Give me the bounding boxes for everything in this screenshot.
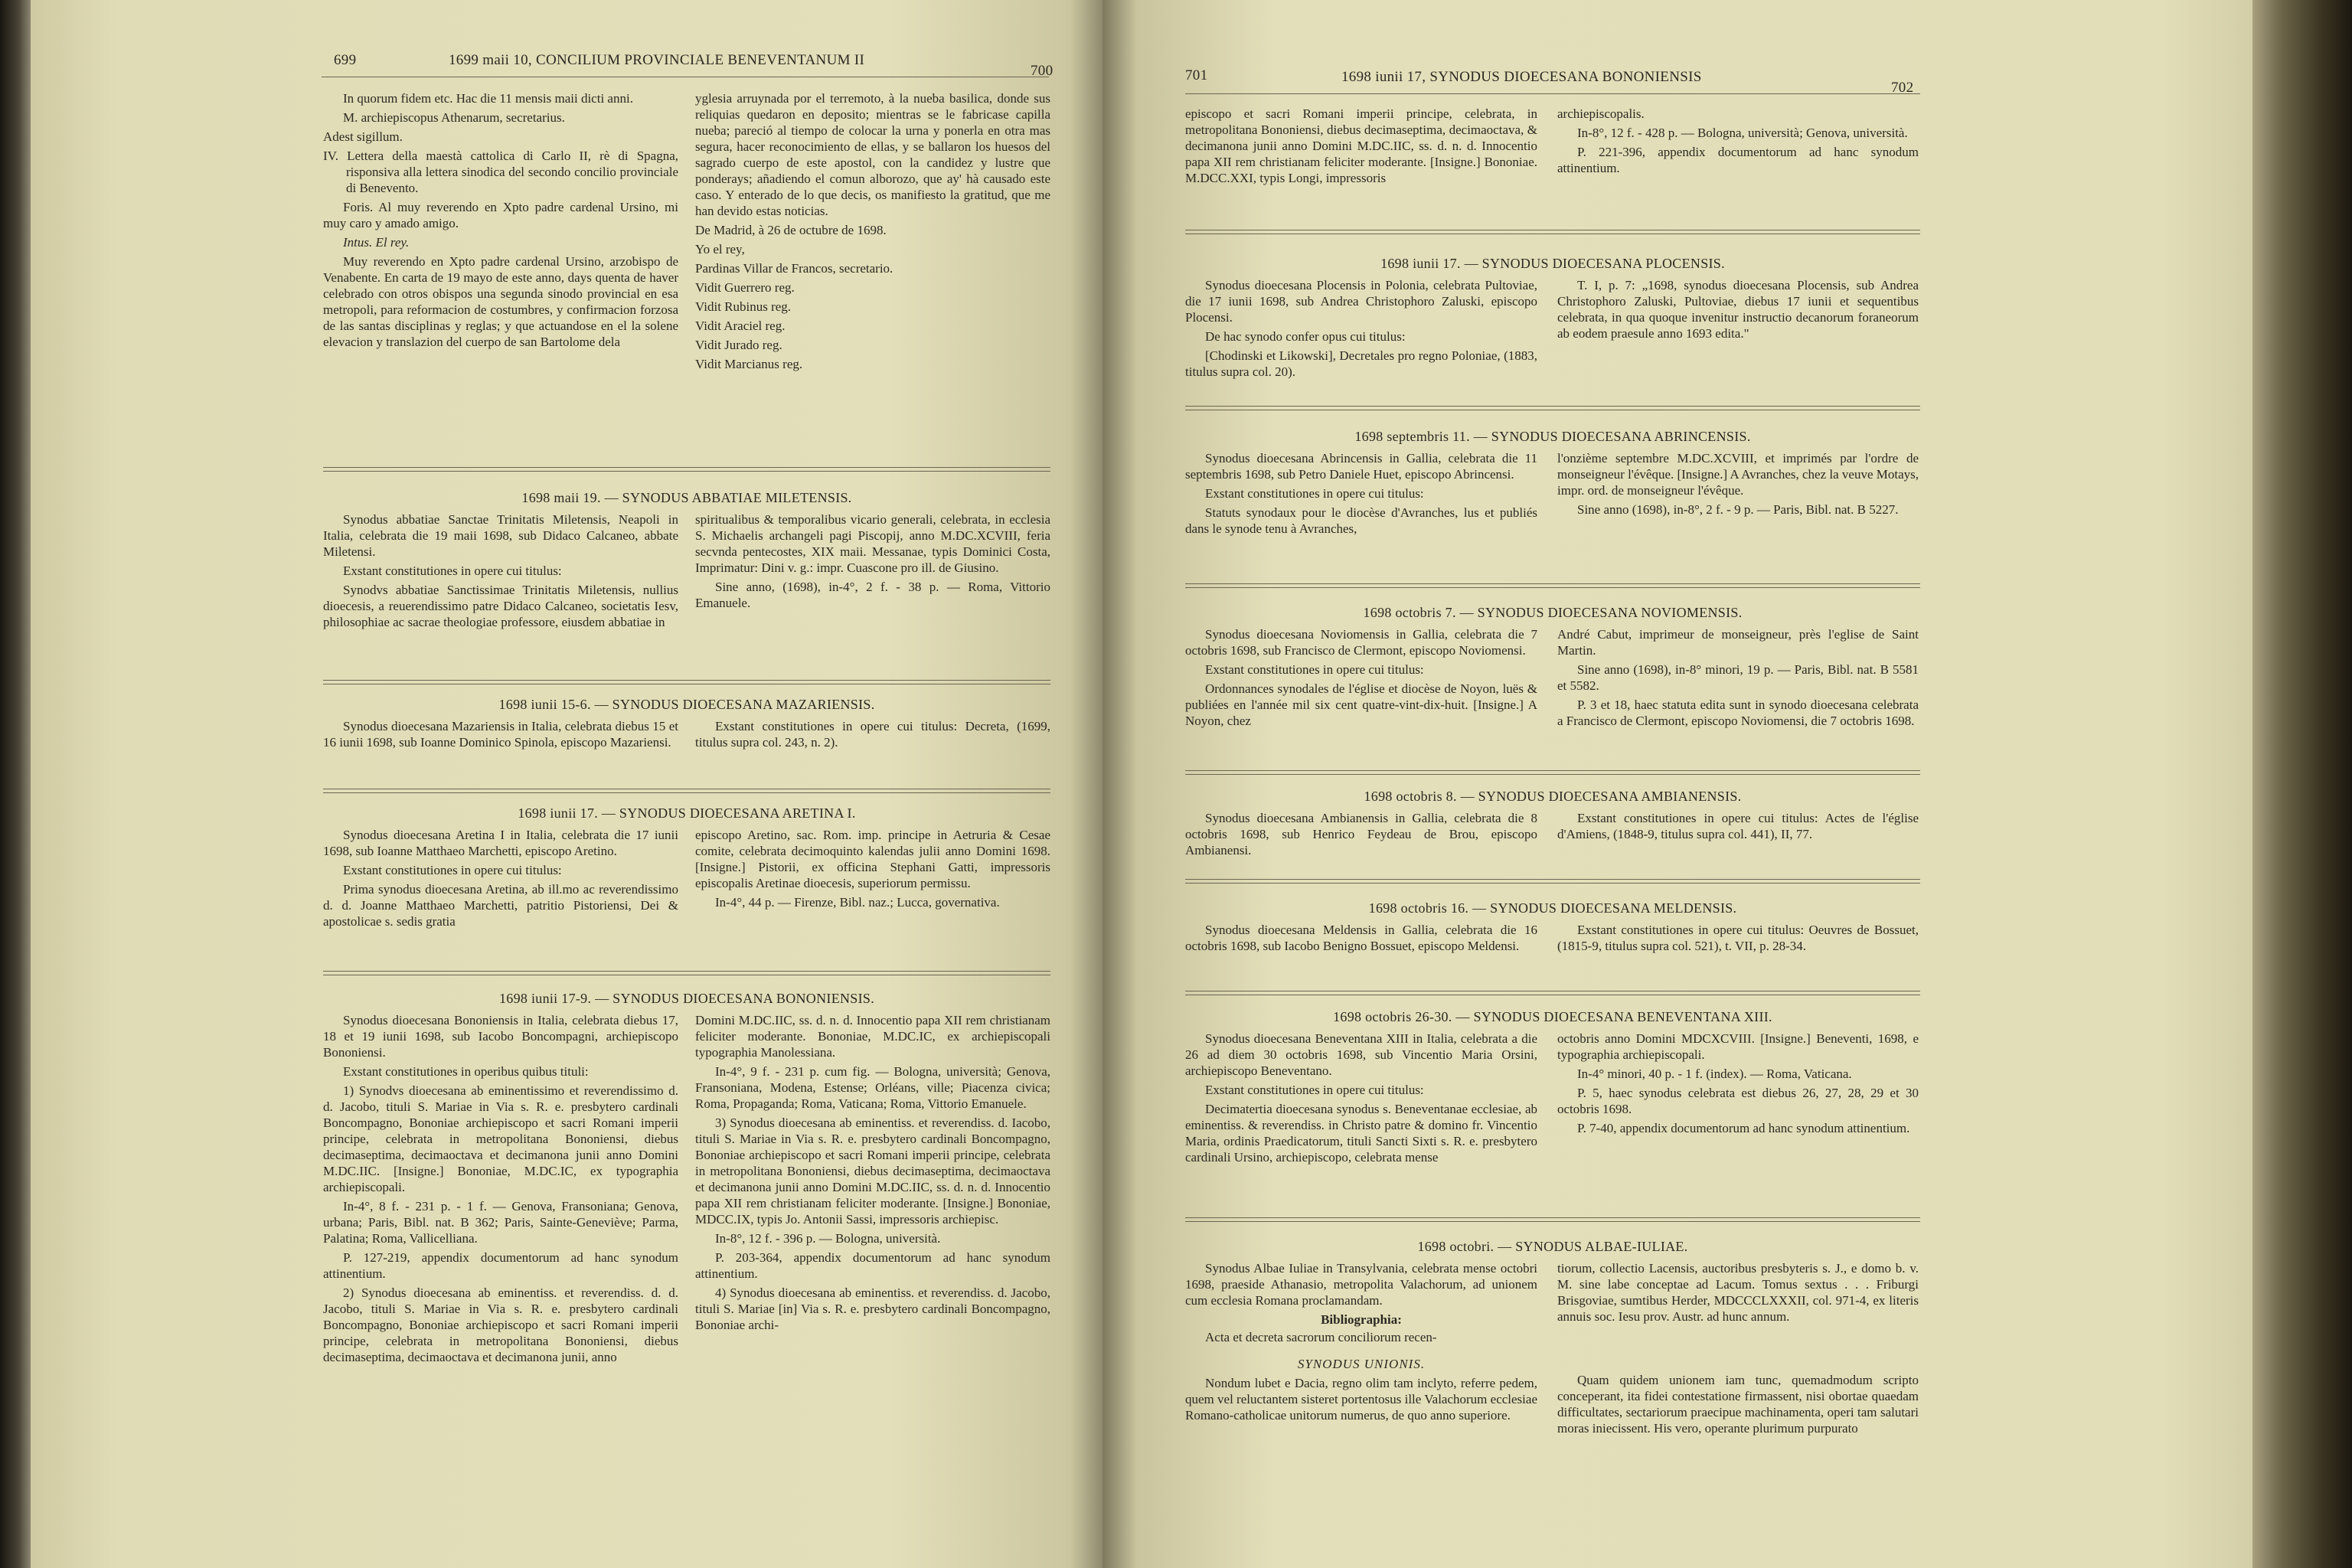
text-block: episcopo Aretino, sac. Rom. imp. principe in Aetruria & Cesae comite, celebrata decimoquinto kalendas julii anno Domini 1698. [Insigne.] Pistorii, ex officina Stephani Gatti, impressoris episcopalis Aretinae dioecesis, superiorum permissu. (695, 828, 1050, 890)
r-s2-col-2 (1557, 450, 1919, 521)
running-title-right: 1698 iunii 17, SYNODUS DIOECESANA BONONIENSIS (1341, 69, 1702, 85)
text-block: In-4°, 9 f. - 231 p. cum fig. — Bologna, università; Genova, Fransoniana, Modena, Estense; Orléans, ville; Piacenza civica; Roma, Propaganda; Roma, Vaticana; Roma, Vittorio Emanuele. (695, 1064, 1050, 1111)
text-block: IV. Lettera della maestà cattolica di Carlo II, rè di Spagna, risponsiva alla lettera sinodica del secondo concilio provinciale di Benevento. (323, 149, 678, 195)
page-number-700: 700 (1031, 63, 1054, 79)
text-block: Prima synodus dioecesana Aretina, ab ill.mo ac reverendissimo d. d. Joanne Matthaeo Marchetti, patritio Pistoriensi, Dei & apostolicae s. sedis gratia (323, 882, 678, 929)
text-block: episcopo et sacri Romani imperii principe, celebrata, in metropolitana Bononiensi, diebus decimaseptima, decimaoctava, & decimanona junii anno Domini M.DC.IIC, ss. d. n. d. Innocentio papa XII rem christianam feliciter moderante. [Insigne.] Bononiae. M.DCC.XXI, typis Longi, impressoris (1185, 106, 1537, 185)
section-heading-plocensis: 1698 iunii 17. — SYNODUS DIOECESANA PLOCENSIS. (1380, 256, 1725, 271)
r-s5-col-2 (1557, 922, 1919, 957)
r-s3-col-1 (1185, 626, 1537, 732)
text-block: P. 7-40, appendix documentorum ad hanc synodum attinentium. (1577, 1121, 1910, 1135)
text-block: Synodus dioecesana Beneventana XIII in Italia, celebrata a die 26 ad diem 30 octobris 1698, sub Vincentio Maria Orsini, archiepiscopo Beneventano. (1185, 1031, 1537, 1078)
text-block: Vidit Jurado reg. (695, 338, 782, 352)
text-block: P. 221-396, appendix documentorum ad hanc synodum attinentium. (1557, 145, 1919, 175)
text-block: Statuts synodaux pour le diocèse d'Avranches, lus et publiés dans le synode tenu à Avranches, (1185, 505, 1537, 536)
section-rule (323, 680, 1050, 684)
text-block: Quam quidem unionem iam tunc, quemadmodum scripto conceperant, ita fidei contestatione firmassent, nisi obortae quaedam difficultates, sectariorum praecipue machinamenta, operi tam salutari moras iniecissent. His vero, operante plurimum purpurato (1557, 1373, 1919, 1436)
section-rule (323, 971, 1050, 975)
s4-col-2 (695, 1012, 1050, 1336)
text-block: M. archiepiscopus Athenarum, secretarius. (343, 110, 565, 125)
page-number-699: 699 (334, 52, 357, 68)
text-block: Ordonnances synodales de l'église et diocèse de Noyon, luës & publiées en l'année mil six cent quatre-vint-dix-huit. [Insigne.] A Noyon, chez (1185, 681, 1537, 728)
text-block: T. I, p. 7: „1698, synodus dioecesana Plocensis, sub Andrea Christophoro Zaluski, Pultoviae, diebus 17 iunii et sequentibus celebrata, in qua quoque invenitur instructio decanorum foraneorum ab eodem praesule anno 1693 edita." (1557, 278, 1919, 341)
s1-col-2 (695, 511, 1050, 614)
section-heading-mazariensis: 1698 iunii 15-6. — SYNODUS DIOECESANA MAZARIENSIS. (498, 697, 875, 712)
text-block: Synodus dioecesana Noviomensis in Gallia, celebrata die 7 octobris 1698, sub Francisco de Clermont, episcopo Noviomensi. (1185, 627, 1537, 658)
right-page (1102, 0, 2252, 1568)
text-block: Synodus dioecesana Meldensis in Gallia, celebrata die 16 octobris 1698, sub Iacobo Benigno Bossuet, episcopo Meldensi. (1185, 923, 1537, 953)
s3-col-1 (323, 827, 678, 933)
text-block: Exstant constitutiones in operibus quibus tituli: (343, 1064, 589, 1079)
text-block: l'onzième septembre M.DC.XCVIII, et imprimés par l'ordre de monseigneur l'évêque. [Insigne.] A Avranches, chez la veuve Motays, impr. ord. de monseigneur l'évêque. (1557, 451, 1919, 498)
text-block: P. 3 et 18, haec statuta edita sunt in synodo dioecesana celebrata a Francisco de Clermont, episcopo Noviomensi, die 7 octobris 1698. (1557, 697, 1919, 728)
text-block: Vidit Guerrero reg. (695, 280, 795, 295)
section-rule (1185, 406, 1920, 410)
r-s4-col-1 (1185, 810, 1537, 861)
text-block: 3) Synodus dioecesana ab eminentiss. et reverendiss. d. Iacobo, tituli S. Mariae in Via s. R. e. presbytero cardinali Boncompagno, Bononiae archiepiscopo et sacri Romani imperii principe, celebrata in metropolitana Bononiensi, diebus decimaseptima, decimaoctava et decimanona junii anno Domini M.DC.IIC, ss. d. n. d. Innocentio papa XII rem christianam feliciter moderante. [Insigne.] Bononiae, MDCC.IX, typis Jo. Antonii Sassi, impressoris archiepisc. (695, 1116, 1050, 1227)
text-block: Sine anno, (1698), in-4°, 2 f. - 38 p. — Roma, Vittorio Emanuele. (695, 580, 1050, 610)
r-intro-col-1 (1185, 106, 1537, 189)
section-heading-meldensis: 1698 octobris 16. — SYNODUS DIOECESANA MELDENSIS. (1368, 900, 1737, 916)
text-block: Exstant constitutiones in opere cui titulus: (1205, 486, 1424, 501)
section-rule (1185, 583, 1920, 588)
s2-col-2 (695, 718, 1050, 753)
text-block: André Cabut, imprimeur de monseigneur, près l'eglise de Saint Martin. (1557, 627, 1919, 658)
text-block: Nondum lubet e Dacia, regno olim tam inclyto, referre pedem, quem vel reluctantem sisteret portentosus ille Valachorum ecclesiae Romano-catholicae unitorum numerus, de quo anno superiore. (1185, 1376, 1537, 1423)
text-block: Vidit Marcianus reg. (695, 357, 803, 371)
s1-col-1 (323, 511, 678, 633)
text-block: Pardinas Villar de Francos, secretario. (695, 261, 893, 276)
header-rule (1185, 93, 1920, 94)
r-intro-col-2 (1557, 106, 1919, 179)
text-block: P. 203-364, appendix documentorum ad hanc synodum attinentium. (695, 1250, 1050, 1281)
text-block: Sine anno (1698), in-8° minori, 19 p. — Paris, Bibl. nat. B 5581 et 5582. (1557, 662, 1919, 693)
s3-col-2 (695, 827, 1050, 913)
text-block: Synodus dioecesana Plocensis in Polonia, celebrata Pultoviae, die 17 iunii 1698, sub Andrea Christophoro Zaluski, episcopo Plocensi. (1185, 278, 1537, 325)
text-block: Exstant constitutiones in opere cui titulus: (1205, 662, 1424, 677)
text-block: Synodus Albae Iuliae in Transylvania, celebrata mense octobri 1698, praeside Athanasio, metropolita Valachorum, ad unionem cum ecclesia Romana proclamandam. (1185, 1261, 1537, 1308)
text-block: In-8°, 12 f. - 396 p. — Bologna, università. (715, 1231, 941, 1246)
text-block: Yo el rey, (695, 242, 745, 256)
section-heading-abrincensis: 1698 septembris 11. — SYNODUS DIOECESANA ABRINCENSIS. (1354, 429, 1751, 444)
text-block: yglesia arruynada por el terremoto, à la nueba basilica, donde sus reliquias quedaron en deposito; mientras se le fabricase capilla nueba; pareció al tiempo de colocar la urna y ponerla en otra mas segura, hacer reconocimiento de ellas, y se ballaron los huesos del sagrado cuerpo de este apostol, con la candidez y lustre que ponderays; añadiendo el comun alborozo, que ay' hà causado este caso. Y enterado de lo que decis, os manifiesto la gratitud, que me han devido estas noticias. (695, 91, 1050, 218)
section-rule (323, 467, 1050, 472)
intro-col-1 (323, 90, 678, 353)
synodus-unionis-label: SYNODUS UNIONIS. (1297, 1357, 1426, 1371)
r-s5-col-1 (1185, 922, 1537, 957)
text-block: Synodus dioecesana Abrincensis in Gallia, celebrata die 11 septembris 1698, sub Petro Daniele Huet, episcopo Abrincensi. (1185, 451, 1537, 482)
s2-col-1 (323, 718, 678, 753)
text-block: Intus. El rey. (343, 235, 410, 250)
r-s6-col-1 (1185, 1031, 1537, 1168)
text-block: spiritualibus & temporalibus vicario generali, celebrata, in ecclesia S. Michaelis archangeli pagi Piscopij, anno M.DC.XCVIII, feria secvnda pentecostes, XIX maii. Messanae, typis Dominici Costa, Imprimatur: Dini v. g.: impr. Cuascone pro ill. de Giusino. (695, 512, 1050, 575)
section-heading-bononiensis: 1698 iunii 17-9. — SYNODUS DIOECESANA BONONIENSIS. (498, 991, 875, 1006)
text-block: 2) Synodus dioecesana ab eminentiss. et reverendiss. d. d. Jacobo, tituli S. Mariae in Via s. R. e. presbytero cardinali Boncompagno, Bononiae archiepiscopo et sacri Romani imperii principe, celebrata in metropolitana Bononiensi, diebus decimaseptima, decimaoctava et decimanona junii, anno (323, 1285, 678, 1364)
text-block: 1) Synodvs dioecesana ab eminentissimo et reverendissimo d. d. Jacobo, tituli S. Mariae in Via s. R. e. presbytero cardinali Boncompagno, Bononiae archiepiscopo et sacri Romani imperii principe, celebrata in metropolitana Bononiensi, diebus decimaseptima, decimaoctava et decimanona junii anno Domini M.DC.IIC. [Insigne.] Bononiae, M.DC.IC, ex typographia archiepiscopali. (323, 1083, 678, 1194)
text-block: In-4°, 8 f. - 231 p. - 1 f. — Genova, Fransoniana; Genova, urbana; Paris, Bibl. nat. B 362; Paris, Sainte-Geneviève; Parma, Palatina; Roma, Vallicelliana. (323, 1199, 678, 1246)
section-heading-miletensis: 1698 maii 19. — SYNODUS ABBATIAE MILETENSIS. (521, 490, 852, 505)
section-heading-ambianensis: 1698 octobris 8. — SYNODUS DIOECESANA AMBIANENSIS. (1364, 789, 1742, 804)
text-block: Synodus dioecesana Ambianensis in Gallia, celebrata die 8 octobris 1698, sub Henrico Feydeau de Brou, episcopo Ambianensi. (1185, 811, 1537, 858)
text-block: tiorum, collectio Lacensis, auctoribus presbyteris s. J., e domo b. v. M. sine labe conceptae ad Lacum. Tomus sextus . . . Friburgi Brisgoviae, sumtibus Herder, MDCCCLXXXII, col. 971-4, ex literis annuis soc. Iesu prov. Austr. ad hunc annum. (1557, 1261, 1919, 1324)
r-s6-col-2 (1557, 1031, 1919, 1139)
text-block: Exstant constitutiones in opere cui titulus: (1205, 1083, 1424, 1097)
intro-col-2 (695, 90, 1050, 375)
text-block: Foris. Al muy reverendo en Xpto padre cardenal Ursino, mi muy caro y amado amigo. (323, 200, 678, 230)
running-title-left: 1699 maii 10, CONCILIUM PROVINCIALE BENEVENTANUM II (449, 52, 865, 68)
text-block: [Chodinski et Likowski], Decretales pro regno Poloniae, (1883, titulus supra col. 20). (1185, 348, 1537, 379)
section-rule (323, 789, 1050, 793)
text-block: De Madrid, à 26 de octubre de 1698. (695, 223, 887, 237)
r-s1-col-2 (1557, 277, 1919, 345)
text-block: Synodus dioecesana Bononiensis in Italia, celebrata diebus 17, 18 et 19 iunii 1698, sub Iacobo Boncompagni, archiepiscopo Bononiensi. (323, 1013, 678, 1060)
s4-col-1 (323, 1012, 678, 1368)
text-block: archiepiscopalis. (1557, 106, 1645, 121)
text-block: Synodus dioecesana Mazariensis in Italia, celebrata diebus 15 et 16 iunii 1698, sub Ioanne Dominico Spinola, episcopo Mazariensi. (323, 719, 678, 750)
text-block: Exstant constitutiones in opere cui titulus: (343, 564, 562, 578)
text-block: Synodus dioecesana Aretina I in Italia, celebrata die 17 iunii 1698, sub Ioanne Matthaeo Marchetti, episcopo Aretino. (323, 828, 678, 858)
text-block: Vidit Rubinus reg. (695, 299, 792, 314)
text-block: Exstant constitutiones in opere cui titulus: Actes de l'église d'Amiens, (1848-9, titulus supra col. 441), II, 77. (1557, 811, 1919, 841)
text-block: Synodus abbatiae Sanctae Trinitatis Miletensis, Neapoli in Italia, celebrata die 19 maii 1698, sub Didaco Calcaneo, abbate Miletensi. (323, 512, 678, 559)
text-block: Exstant constitutiones in opere cui titulus: Oeuvres de Bossuet, (1815-9, titulus supra col. 521), t. VII, p. 28-34. (1557, 923, 1919, 953)
section-heading-noviomensis: 1698 octobris 7. — SYNODUS DIOECESANA NOVIOMENSIS. (1363, 605, 1743, 620)
page-number-702: 702 (1891, 80, 1914, 96)
text-block: De hac synodo confer opus cui titulus: (1205, 329, 1406, 344)
r-s3-col-2 (1557, 626, 1919, 732)
text-block: Domini M.DC.IIC, ss. d. n. d. Innocentio papa XII rem christianam feliciter moderante. Bononiae, M.DC.IC, ex archiepiscopali typographia Manolessiana. (695, 1013, 1050, 1060)
text-block: Acta et decreta sacrorum conciliorum recen- (1205, 1330, 1437, 1344)
section-rule (1185, 879, 1920, 884)
text-block: Exstant constitutiones in opere cui titulus: Decreta, (1699, titulus supra col. 243, n. 2). (695, 719, 1050, 750)
text-block: In-4°, 44 p. — Firenze, Bibl. naz.; Lucca, governativa. (715, 895, 1000, 910)
section-rule (1185, 991, 1920, 995)
text-block: Muy reverendo en Xpto padre cardenal Ursino, arzobispo de Venabente. En carta de 19 mayo de este anno, days quenta de haver celebrado con otros obispos una segunda sinodo provincial en esa metropoli, para reformacion de costumbres, y confirmacion forzosa de las santas disciplinas y reglas; y que actuandose en el la solene elevacion y translazion del cuerpo de san Bartolome dela (323, 254, 678, 349)
text-block: P. 5, haec synodus celebrata est diebus 26, 27, 28, 29 et 30 octobris 1698. (1557, 1086, 1919, 1116)
section-heading-albae-iuliae: 1698 octobri. — SYNODUS ALBAE-IULIAE. (1417, 1239, 1688, 1254)
text-block: In-8°, 12 f. - 428 p. — Bologna, università; Genova, università. (1577, 126, 1908, 140)
section-rule (1185, 1217, 1920, 1222)
section-heading-beneventana: 1698 octobris 26-30. — SYNODUS DIOECESANA BENEVENTANA XIII. (1333, 1009, 1772, 1024)
page-number-701: 701 (1185, 67, 1208, 83)
section-rule (1185, 770, 1920, 775)
r-s7-col-2 (1557, 1260, 1919, 1439)
text-block: Adest sigillum. (323, 129, 403, 144)
text-block: In quorum fidem etc. Hac die 11 mensis maii dicti anni. (343, 91, 633, 106)
text-block: Vidit Araciel reg. (695, 318, 786, 333)
r-s2-col-1 (1185, 450, 1537, 540)
r-s7-col-1 (1185, 1260, 1537, 1426)
text-block: P. 127-219, appendix documentorum ad hanc synodum attinentium. (323, 1250, 678, 1281)
page-stack-left (0, 0, 31, 1568)
left-page (31, 0, 1102, 1568)
book-cover-edge-right (2252, 0, 2352, 1568)
bibliographia-label: Bibliographia: (1321, 1312, 1402, 1327)
section-heading-aretina: 1698 iunii 17. — SYNODUS DIOECESANA ARETINA I. (518, 805, 856, 821)
text-block: Decimatertia dioecesana synodus s. Beneventanae ecclesiae, ab eminentiss. & reverendiss. in Christo patre & domino fr. Vincentio Maria, ordinis Praedicatorum, tituli Sancti Sixti s. R. e. presbytero cardinali Ursino, archiepiscopo, celebrata mense (1185, 1102, 1537, 1165)
r-s4-col-2 (1557, 810, 1919, 845)
text-block: Synodvs abbatiae Sanctissimae Trinitatis Miletensis, nullius dioecesis, a reuerendissimo patre Didaco Calcaneo, societatis Iesv, philosophiae ac sacrae theologiae professore, eiusdem abbatiae in (323, 583, 678, 629)
r-s1-col-1 (1185, 277, 1537, 383)
text-block: Sine anno (1698), in-8°, 2 f. - 9 p. — Paris, Bibl. nat. B 5227. (1577, 502, 1899, 517)
text-block: In-4° minori, 40 p. - 1 f. (index). — Roma, Vaticana. (1577, 1067, 1852, 1081)
section-rule (1185, 230, 1920, 234)
text-block: octobris anno Domini MDCXCVIII. [Insigne.] Beneventi, 1698, e typographia archiepiscopali. (1557, 1031, 1919, 1062)
text-block: 4) Synodus dioecesana ab eminentiss. et reverendiss. d. Jacobo, tituli S. Mariae [in] Via s. R. e. presbytero cardinali Boncompagno, Bononiae archi- (695, 1285, 1050, 1332)
text-block: Exstant constitutiones in opere cui titulus: (343, 863, 562, 877)
